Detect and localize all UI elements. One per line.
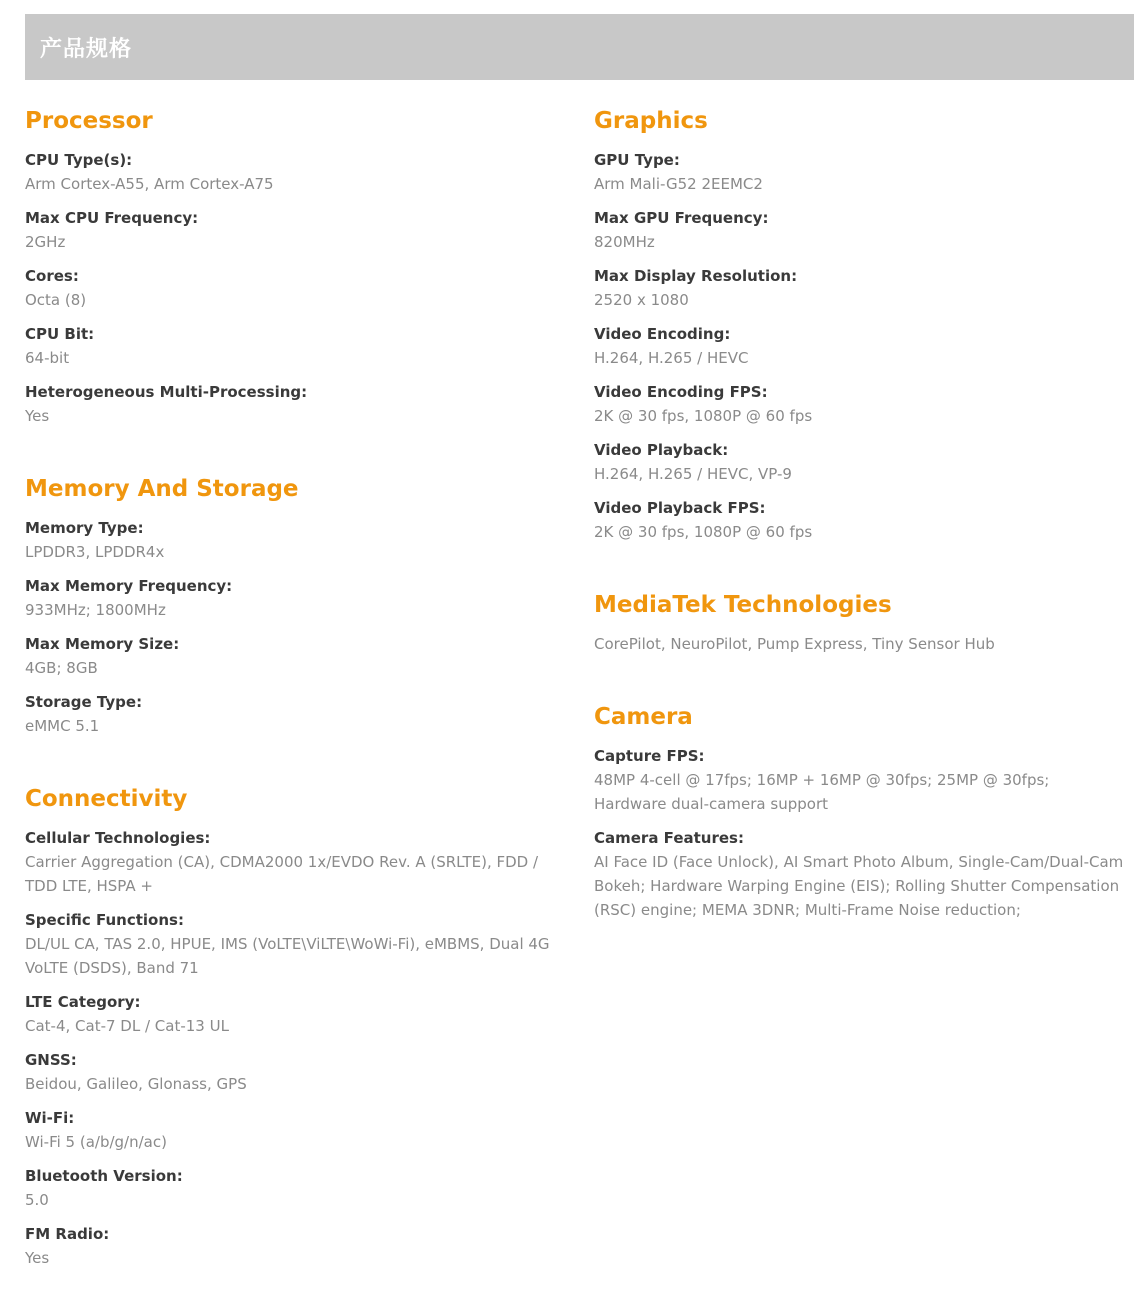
- spec-label: Memory Type:: [25, 519, 144, 537]
- spec-value: 2K @ 30 fps, 1080P @ 60 fps: [594, 523, 813, 541]
- spec-label: CPU Type(s):: [25, 151, 133, 169]
- spec-label: Capture FPS:: [594, 747, 705, 765]
- spec-value: 4GB; 8GB: [25, 659, 98, 677]
- spec-value: 820MHz: [594, 233, 655, 251]
- spec-label: Camera Features:: [594, 829, 744, 847]
- spec-label: Cores:: [25, 267, 79, 285]
- spec-value: Carrier Aggregation (CA), CDMA2000 1x/EVDO Rev. A (SRLTE), FDD / TDD LTE, HSPA +: [25, 853, 539, 895]
- spec-value: Arm Cortex-A55, Arm Cortex-A75: [25, 175, 274, 193]
- spec-value: Yes: [25, 407, 50, 425]
- spec-item: [25, 826, 570, 898]
- spec-label: Wi-Fi:: [25, 1109, 75, 1127]
- spec-item: [25, 1048, 570, 1096]
- spec-label: Max Display Resolution:: [594, 267, 798, 285]
- spec-label: Video Playback:: [594, 441, 729, 459]
- spec-item: [594, 826, 1124, 922]
- spec-item: [25, 908, 570, 980]
- section-title: Processor: [25, 108, 153, 134]
- spec-value: eMMC 5.1: [25, 717, 100, 735]
- spec-label: Cellular Technologies:: [25, 829, 211, 847]
- spec-item: [25, 516, 570, 564]
- spec-item: [594, 438, 1124, 486]
- section-title: Memory And Storage: [25, 476, 299, 502]
- spec-value: AI Face ID (Face Unlock), AI Smart Photo Album, Single-Cam/Dual-Cam Bokeh; Hardware Warping Engine (EIS); Rolling Shutter Compensation (RSC) engine; MEMA 3DNR; Multi-Frame Noise reduction;: [594, 853, 1124, 919]
- spec-item: [594, 380, 1124, 428]
- spec-item: [594, 148, 1124, 196]
- spec-label: FM Radio:: [25, 1225, 110, 1243]
- spec-item: [25, 1164, 570, 1212]
- spec-item: [25, 380, 570, 428]
- spec-label: Max Memory Frequency:: [25, 577, 233, 595]
- spec-item: [25, 990, 570, 1038]
- section-connectivity: [25, 784, 570, 1270]
- spec-label: Heterogeneous Multi-Processing:: [25, 383, 308, 401]
- spec-item: [25, 1222, 570, 1270]
- spec-value: DL/UL CA, TAS 2.0, HPUE, IMS (VoLTE\ViLTE\WoWi-Fi), eMBMS, Dual 4G VoLTE (DSDS), Band 71: [25, 935, 550, 977]
- spec-value: 64-bit: [25, 349, 70, 367]
- spec-item: [25, 206, 570, 254]
- spec-item: [25, 264, 570, 312]
- spec-value: LPDDR3, LPDDR4x: [25, 543, 165, 561]
- section-memory-storage: [25, 474, 570, 738]
- spec-value: Wi-Fi 5 (a/b/g/n/ac): [25, 1133, 167, 1151]
- spec-label: Max GPU Frequency:: [594, 209, 769, 227]
- section-graphics: [594, 106, 1124, 544]
- section-mediatek-technologies: [594, 590, 1124, 656]
- spec-label: GNSS:: [25, 1051, 77, 1069]
- spec-value: CorePilot, NeuroPilot, Pump Express, Tiny Sensor Hub: [594, 635, 995, 653]
- spec-item: [25, 322, 570, 370]
- left-column: [25, 106, 570, 1316]
- spec-item: [25, 1106, 570, 1154]
- spec-value: Arm Mali-G52 2EEMC2: [594, 175, 763, 193]
- spec-value: 2K @ 30 fps, 1080P @ 60 fps: [594, 407, 813, 425]
- spec-item: [25, 690, 570, 738]
- section-title: MediaTek Technologies: [594, 592, 892, 618]
- spec-value: 48MP 4-cell @ 17fps; 16MP + 16MP @ 30fps; 25MP @ 30fps; Hardware dual-camera support: [594, 771, 1050, 813]
- spec-label: Video Playback FPS:: [594, 499, 766, 517]
- section-camera: [594, 702, 1124, 922]
- spec-item: [594, 496, 1124, 544]
- spec-value: 2GHz: [25, 233, 66, 251]
- spec-label: Specific Functions:: [25, 911, 184, 929]
- spec-label: CPU Bit:: [25, 325, 95, 343]
- spec-value: Octa (8): [25, 291, 87, 309]
- spec-label: Bluetooth Version:: [25, 1167, 183, 1185]
- spec-label: Max Memory Size:: [25, 635, 180, 653]
- spec-label: LTE Category:: [25, 993, 141, 1011]
- section-title: Connectivity: [25, 786, 188, 812]
- spec-item: [25, 632, 570, 680]
- spec-label: Storage Type:: [25, 693, 143, 711]
- page-title: 产品规格: [40, 36, 133, 62]
- right-column: [594, 106, 1124, 968]
- spec-value: 933MHz; 1800MHz: [25, 601, 166, 619]
- spec-label: Video Encoding FPS:: [594, 383, 768, 401]
- spec-item: [594, 264, 1124, 312]
- spec-item: [25, 148, 570, 196]
- spec-item: [594, 744, 1124, 816]
- spec-label: Max CPU Frequency:: [25, 209, 199, 227]
- section-title: Graphics: [594, 108, 708, 134]
- spec-value: Beidou, Galileo, Glonass, GPS: [25, 1075, 247, 1093]
- spec-value: 5.0: [25, 1191, 49, 1209]
- spec-value: 2520 x 1080: [594, 291, 689, 309]
- spec-value: Cat-4, Cat-7 DL / Cat-13 UL: [25, 1017, 229, 1035]
- spec-value: Yes: [25, 1249, 50, 1267]
- section-title: Camera: [594, 704, 693, 730]
- spec-value: H.264, H.265 / HEVC: [594, 349, 749, 367]
- section-processor: [25, 106, 570, 428]
- spec-item: [594, 206, 1124, 254]
- spec-label: Video Encoding:: [594, 325, 731, 343]
- spec-item: [594, 632, 1124, 656]
- spec-label: GPU Type:: [594, 151, 680, 169]
- spec-item: [25, 574, 570, 622]
- spec-header-bar: [25, 14, 1134, 80]
- spec-value: H.264, H.265 / HEVC, VP-9: [594, 465, 792, 483]
- spec-item: [594, 322, 1124, 370]
